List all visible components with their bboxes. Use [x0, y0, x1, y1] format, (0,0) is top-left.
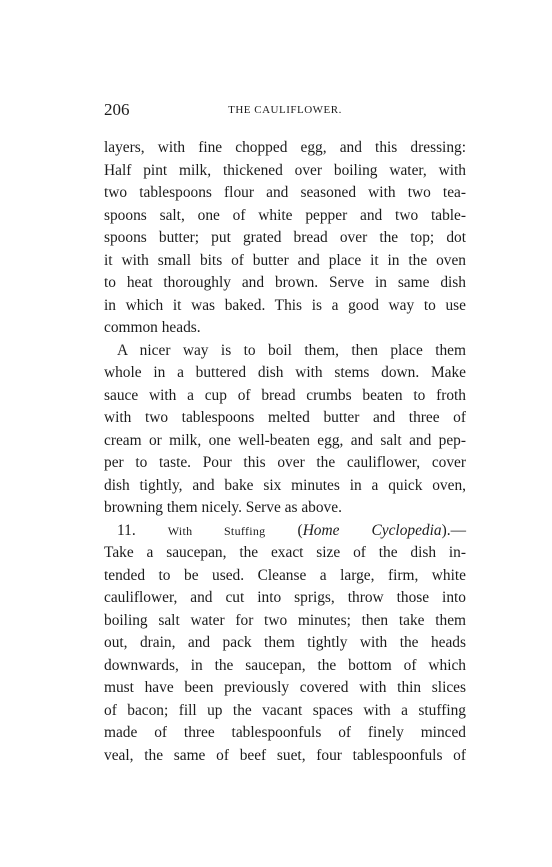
text-line: with two tablespoons melted butter and three of: [104, 409, 466, 426]
text-line: downwards, in the saucepan, the bottom of which: [104, 656, 466, 674]
text-line: browning them nicely. Serve as above.: [104, 499, 342, 516]
text-line: spoons butter; put grated bread over the top; dot: [104, 229, 466, 246]
text-line: Half pint milk, thickened over boiling water, with: [104, 161, 466, 179]
text-line: out, drain, and pack them tightly with the heads: [104, 634, 466, 651]
recipe-number: 11.: [117, 521, 136, 539]
text-line: it with small bits of butter and place it in the oven: [104, 251, 466, 269]
text-line: cream or milk, one well-beaten egg, and salt and pep-: [104, 431, 466, 449]
text-line: boiling salt water for two minutes; then take them: [104, 611, 466, 629]
source-open: (: [297, 521, 303, 539]
page-header: [104, 100, 466, 120]
text-line: two tablespoons flour and seasoned with two tea-: [104, 184, 466, 201]
text-line: of bacon; fill up the vacant spaces with a stuffing: [104, 701, 466, 719]
text-line: in which it was baked. This is a good way to use: [104, 296, 466, 314]
body-text: [104, 137, 466, 767]
text-line: veal, the same of beef suet, four tablespoonfuls of: [104, 746, 466, 764]
text-line: common heads.: [104, 319, 201, 336]
text-line: A nicer way is to boil them, then place them: [117, 341, 466, 359]
text-line: must have been previously covered with thin slices: [104, 679, 466, 696]
running-head: THE CAULIFLOWER.: [228, 104, 342, 116]
text-line: sauce with a cup of bread crumbs beaten to froth: [104, 386, 466, 404]
source-close: ).—: [441, 521, 466, 539]
recipe-source: Home Cyclopedia: [302, 521, 442, 539]
text-line: made of three tablespoonfuls of finely minced: [104, 724, 466, 741]
text-line: spoons salt, one of white pepper and two table-: [104, 206, 466, 224]
text-line: cauliflower, and cut into sprigs, throw those into: [104, 589, 466, 606]
text-line: tended to be used. Cleanse a large, firm, white: [104, 566, 466, 584]
text-line: per to taste. Pour this over the cauliflower, cover: [104, 454, 466, 471]
recipe-heading: [104, 520, 466, 543]
recipe-title: With Stuffing: [167, 523, 266, 538]
text-line: dish tightly, and bake six minutes in a quick oven,: [104, 476, 466, 494]
text-line: whole in a buttered dish with stems down. Make: [104, 364, 466, 381]
text-line: to heat thoroughly and brown. Serve in same dish: [104, 274, 466, 291]
page-number: 206: [104, 100, 130, 119]
text-line: Take a saucepan, the exact size of the dish in-: [104, 544, 466, 561]
text-line: layers, with fine chopped egg, and this dressing:: [104, 139, 466, 156]
